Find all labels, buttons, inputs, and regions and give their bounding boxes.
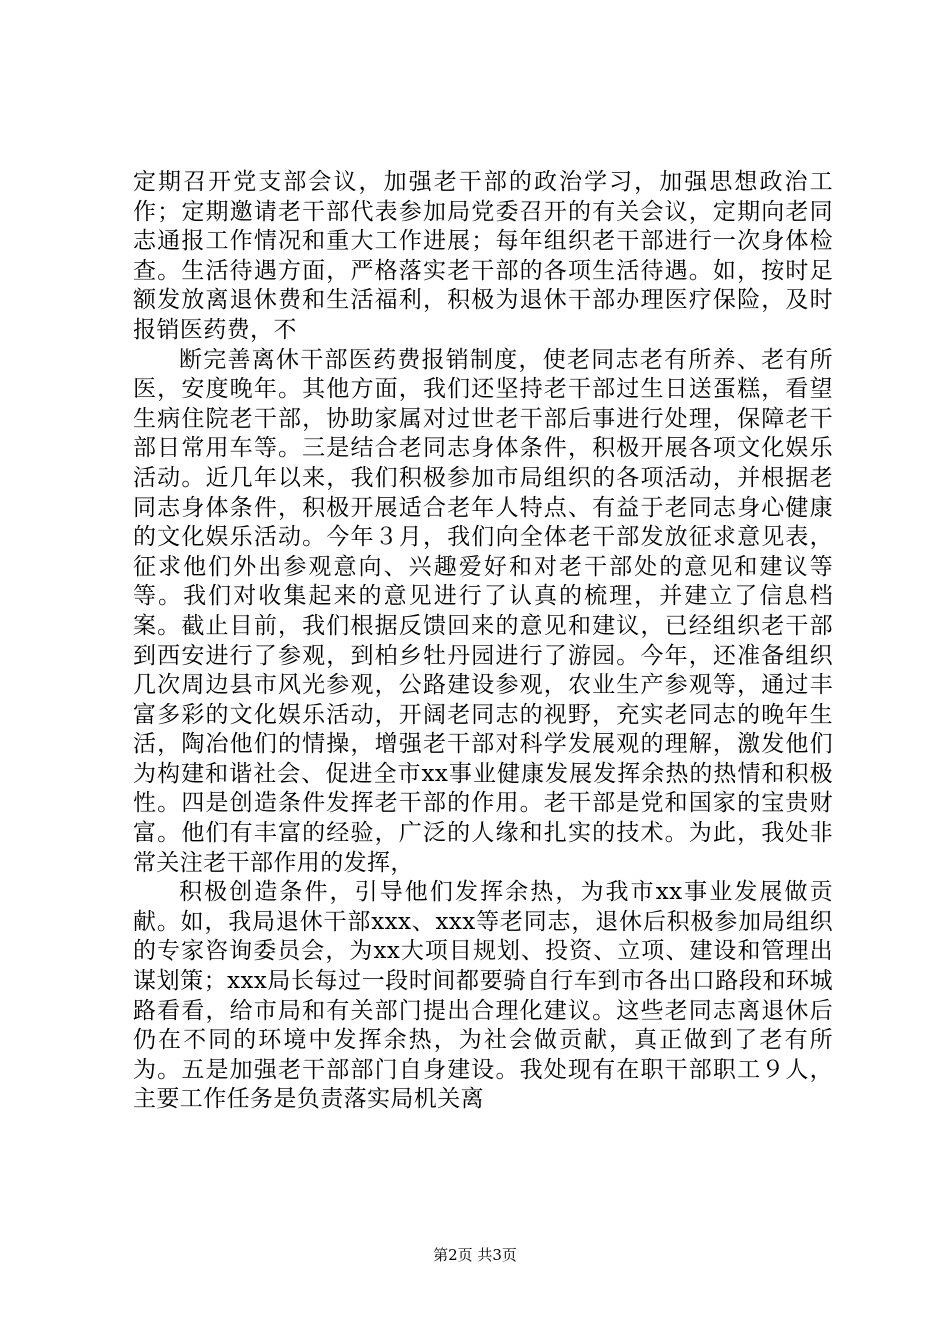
paragraph-2: 断完善离休干部医药费报销制度，使老同志老有所养、老有所医，安度晚年。其他方面，我们还坚持老干部过生日送蛋糕，看望生病住院老干部，协助家属对过世老干部后事进行处理，保障老干部日常用车等。三是结合老同志身体条件，积极开展各项文化娱乐活动。近几年以来，我们积极参加市局组织的各项活动，并根据老同志身体条件，积极开展适合老年人特点、有益于老同志身心健康的文化娱乐活动。今年３月，我们向全体老干部发放征求意见表，征求他们外出参观意向、兴趣爱好和对老干部处的意见和建议等等。我们对收集起来的意见进行了认真的梳理，并建立了信息档案。截止目前，我们根据反馈回来的意见和建议，已经组织老干部到西安进行了参观，到柏乡牡丹园进行了游园。今年，还准备组织几次周边县市风光参观，公路建设参观，农业生产参观等，通过丰富多彩的文化娱乐活动，开阔老同志的视野，充实老同志的晚年生活，陶冶他们的情操，增强老干部对科学发展观的理解，激发他们为构建和谐社会、促进全市xx事业健康发展发挥余热的热情和积极性。四是创造条件发挥老干部的作用。老干部是党和国家的宝贵财富。他们有丰富的经验，广泛的人缘和扎实的技术。为此，我处非常关注老干部作用的发挥， [133,346,833,876]
document-body [133,168,833,1115]
paragraph-3: 积极创造条件，引导他们发挥余热，为我市xx事业发展做贡献。如，我局退休干部xxx、xxx等老同志，退休后积极参加局组织的专家咨询委员会，为xx大项目规划、投资、立项、建设和管理出谋划策；xxx局长每过一段时间都要骑自行车到市各出口路段和环城路看看，给市局和有关部门提出合理化建议。这些老同志离退休后仍在不同的环境中发挥余热，为社会做贡献，真正做到了老有所为。五是加强老干部部门自身建设。我处现有在职干部职工９人，主要工作任务是负责落实局机关离 [133,879,833,1113]
page-footer: 第2页 共3页 [433,1246,517,1264]
paragraph-1: 定期召开党支部会议，加强老干部的政治学习，加强思想政治工作；定期邀请老干部代表参加局党委召开的有关会议，定期向老同志通报工作情况和重大工作进展；每年组织老干部进行一次身体检查。生活待遇方面，严格落实老干部的各项生活待遇。如，按时足额发放离退休费和生活福利，积极为退休干部办理医疗保险，及时报销医药费，不 [133,169,833,343]
